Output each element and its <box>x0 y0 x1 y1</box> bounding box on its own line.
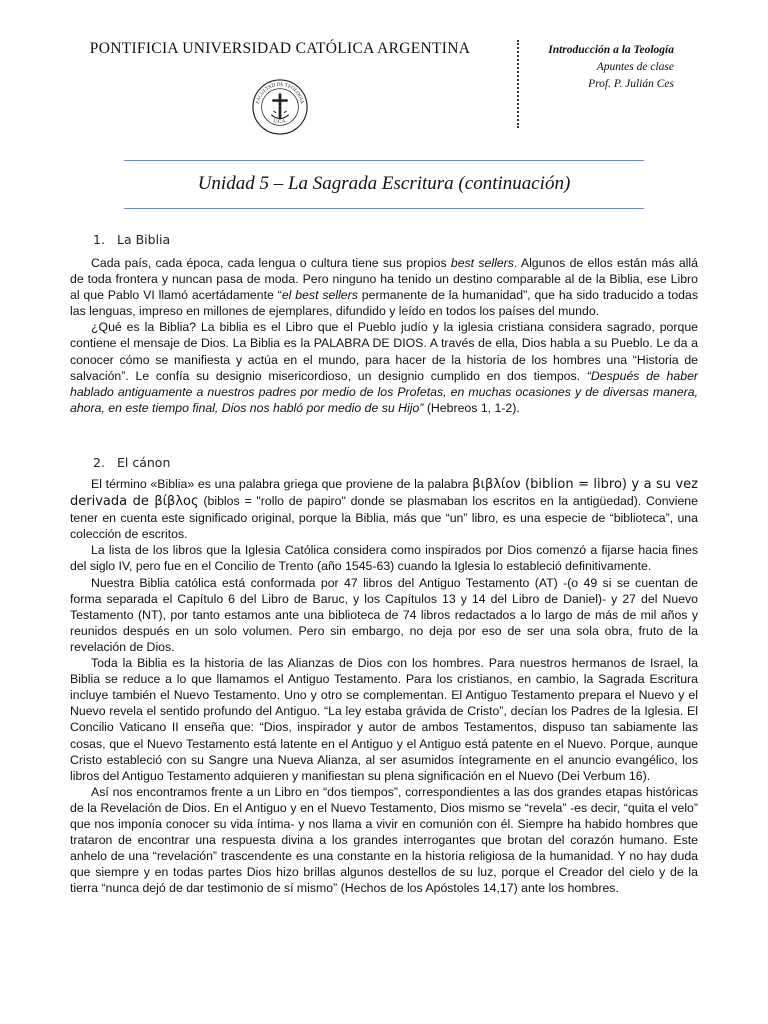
italic-text-run: el best sellers <box>281 288 358 303</box>
text-run: Cada país, cada época, cada lengua o cultura tiene sus propios <box>91 256 451 270</box>
unit-title: Unidad 5 – La Sagrada Escritura (continuación) <box>197 173 571 194</box>
text-run: (biblos = "rollo de papiro" donde se plasmaban los escritos en la antigüedad). Conviene tener en cuenta este significado original, porque la Biblia, más que “un” libro, es una especie de “biblioteca”, una colección de escritos. <box>70 494 698 542</box>
title-rule-bottom <box>124 208 644 209</box>
professor-name: Prof. P. Julián Ces <box>588 78 674 90</box>
text-run: . Algunos de ellos están más allá de toda frontera y nuncan pasa de moda. Pero ninguno ha tenido un destino comparable al de la Biblia, ese Libro al que Pablo VI llamó acertádamente “ <box>70 256 698 303</box>
paragraph <box>70 319 698 416</box>
university-name: PONTIFICIA UNIVERSIDAD CATÓLICA ARGENTINA <box>89 40 471 57</box>
header-divider <box>517 40 519 128</box>
section-number: 1. <box>93 232 105 247</box>
text-run: permanente de la humanidad”, que ha sido traducido a todas las lenguas, impreso en millones de ejemplares, difundido y leído en todos los países del mundo. <box>70 288 698 319</box>
section-body-el-canon <box>70 476 698 896</box>
university-seal-icon <box>251 78 309 136</box>
greek-text-run: βιβλίον (biblion = libro) y a su vez derivada de βίβλος <box>70 477 698 510</box>
section-body-la-biblia <box>70 255 698 416</box>
text-run: La lista de los libros que la Iglesia Católica considera como inspirados por Dios comenzó a fijarse hacia fines del siglo IV, pero fue en el Concilio de Trento (año 1545-63) cuando la Iglesia lo estableció definitivamente. <box>70 543 698 574</box>
text-run: Nuestra Biblia católica está conformada por 47 libros del Antiguo Testamento (AT) -(o 49 si se cuentan de forma separada el Capítulo 6 del Libro de Baruc, y los Capítulos 13 y 14 del Libro de Daniel)- y 27 del Nuevo Testamento (NT), por tanto estamos ante una biblioteca de 74 libros redactados a lo largo de más de mil años y reunidos después en un solo volumen. Pero sin embargo, no deja por eso de ser una sola obra, fruto de la revelación de Dios. <box>70 575 698 654</box>
section-heading-la-biblia <box>93 232 170 247</box>
italic-quote: “Después de haber hablado antiguamente a nuestros padres por medio de los Profetas, en muchas ocasiones y de diversas manera, ahora, en este tiempo final, Dios nos habló por medio de su Hijo” <box>70 368 699 415</box>
section-title: El cánon <box>117 455 171 470</box>
paragraph <box>70 575 698 655</box>
paragraph <box>70 655 698 784</box>
italic-text-run: best sellers <box>450 256 514 270</box>
header-university-block <box>60 40 500 136</box>
paragraph <box>70 784 698 897</box>
text-run: El término «Biblia» es una palabra griega que proviene de la palabra <box>91 477 473 491</box>
section-number: 2. <box>93 455 105 470</box>
paragraph <box>70 255 698 319</box>
course-name: Introducción a la Teología <box>548 44 674 56</box>
svg-text:U.C.A. <box>272 119 287 125</box>
notes-label: Apuntes de clase <box>596 61 674 73</box>
header-course-block <box>520 42 674 93</box>
citation: (Hebreos 1, 1-2). <box>423 400 520 415</box>
text-run: Así nos encontramos frente a un Libro en “dos tiempos”, correspondientes a las dos grandes etapas históricas de la Revelación de Dios. En el Antiguo y en el Nuevo Testamento, Dios mismo se “revela” -es decir, “quita el velo” que nos imponía conocer su vida íntima- y nos llama a vivir en comunión con él. Siempre ha habido hombres que trataron de encontrar una respuesta divina a los grandes interrogantes que brotan del corazón humano. Este anhelo de una “revelación” trascendente es una constante en la historia religiosa de la humanidad. Y no hay duda que siempre y en todas partes Dios hizo brillas algunos destellos de su luz, porque el Creador del cielo y de la tierra “nunca dejó de dar testimonio de sí mismo” (Hechos de los Apóstoles 14,17) ante los hombres. <box>70 784 698 896</box>
text-run: Toda la Biblia es la historia de las Alianzas de Dios con los hombres. Para nuestros hermanos de Israel, la Biblia se reduce a lo que llamamos el Antiguo Testamento. Para los cristianos, en cambio, la Sagrada Escritura incluye también el Nuevo Testamento. Uno y otro se complementan. El Antiguo Testamento prepara el Nuevo y el Nuevo revela el sentido profundo del Antiguo. “La ley estaba grávida de Cristo”, decían los Padres de la Iglesia. El Concilio Vaticano II enseña que: “Dios, inspirador y autor de ambos Testamentos, dispuso tan sabiamente las cosas, que el Nuevo Testamento está latente en el Antiguo y el Antiguo está patente en el Nuevo. Porque, aunque Cristo estableció con su Sangre una Nueva Alianza, al ser asumidos íntegramente en el anuncio evangélico, los libros del Antiguo Testamento adquieren y manifiestan su plena significación en el Nuevo (Dei Verbum 16). <box>70 656 698 783</box>
text-run: ¿Qué es la Biblia? La biblia es el Libro que el Pueblo judío y la iglesia cristiana considera sagrado, porque contiene el mensaje de Dios. La Biblia es la PALABRA DE DIOS. A través de ella, Dios habla a su Pueblo. Le da a conocer cómo se manifiesta y actúa en el mundo, para hacer de la historia de los hombres una “Historia de salvación”. Le confía su designio misericordioso, un designio cumplido en dos tiempos. <box>70 320 698 383</box>
paragraph <box>70 476 698 542</box>
paragraph <box>70 542 698 574</box>
section-heading-el-canon <box>93 455 170 470</box>
section-title: La Biblia <box>117 232 171 247</box>
title-rule-top <box>124 160 644 161</box>
seal-text-top: FACULTAD DE TEOLOGIA <box>255 82 305 105</box>
seal-text-bottom: U.C.A. <box>272 118 288 126</box>
